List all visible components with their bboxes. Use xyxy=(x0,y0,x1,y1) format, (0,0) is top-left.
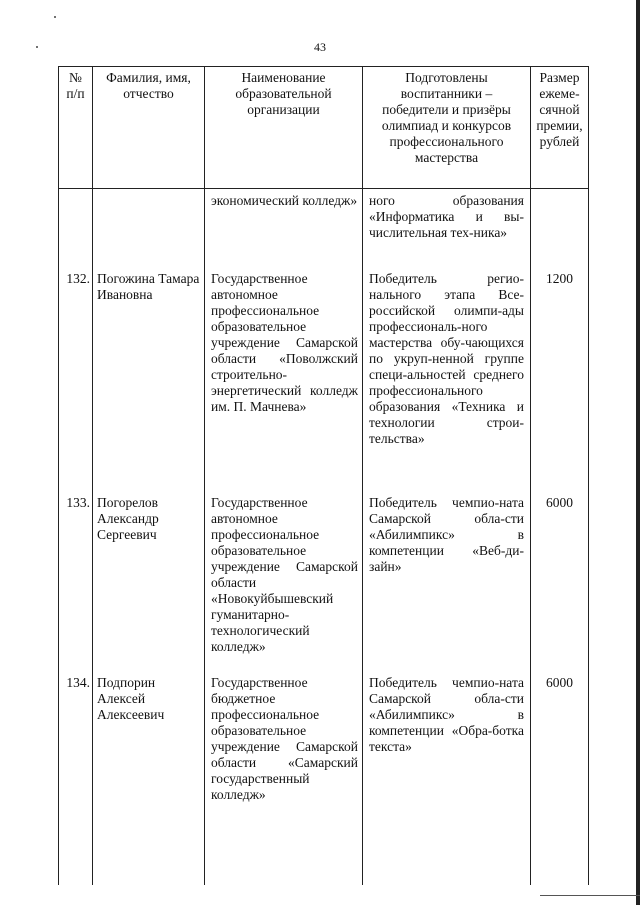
cell-name: Погожина Тамара Ивановна xyxy=(93,271,205,495)
cell-org: Государственное автономное профессиональное образовательное учреждение Самарской области «Поволжский строительно-энергетический колледж им. П. Мачнева» xyxy=(205,271,363,495)
cell-num: 132. xyxy=(59,271,93,495)
cell-org: Государственное автономное профессиональное образовательное учреждение Самарской области «Новокуйбышевский гуманитарно-технологический колледж» xyxy=(205,495,363,675)
cell-org: Государственное бюджетное профессиональное образовательное учреждение Самарской области «Самарский государственный колледж» xyxy=(205,675,363,885)
cell-achievement: Победитель чемпио-ната Самарской обла-сти «Абилимпикс» в компетенции «Обра-ботка текста» xyxy=(363,675,531,885)
cell-name: Погорелов Александр Сергеевич xyxy=(93,495,205,675)
table-row xyxy=(59,495,589,675)
header-achievement: Подготовлены воспитанники – победители и призёры олимпиад и конкурсов профессионального мастерства xyxy=(363,67,531,189)
awards-table xyxy=(58,66,588,885)
table-row-continuation xyxy=(59,189,589,272)
scan-edge xyxy=(636,0,640,905)
header-amount: Размер ежеме-сячной премии, рублей xyxy=(531,67,589,189)
cell-amount: 6000 xyxy=(531,495,589,675)
page-number: 43 xyxy=(314,40,326,54)
scan-edge-line xyxy=(540,895,640,896)
cell-achievement: Победитель регио-нального этапа Все-российской олимпи-ады профессиональ-ного мастерства обу-чающихся по укруп-ненной группе специ-альностей среднего профессионального образования «Техника и технологии строи-тельства» xyxy=(363,271,531,495)
cell-amount: 6000 xyxy=(531,675,589,885)
cell-num: 134. xyxy=(59,675,93,885)
scan-speck xyxy=(54,16,56,18)
cell-org: экономический колледж» xyxy=(205,189,363,272)
header-name: Фамилия, имя, отчество xyxy=(93,67,205,189)
cell-num: 133. xyxy=(59,495,93,675)
cell-name xyxy=(93,189,205,272)
cell-name: Подпорин Алексей Алексеевич xyxy=(93,675,205,885)
header-org: Наименование образовательной организации xyxy=(205,67,363,189)
cell-amount: 1200 xyxy=(531,271,589,495)
cell-achievement: Победитель чемпио-ната Самарской обла-сти «Абилимпикс» в компетенции «Веб-ди-зайн» xyxy=(363,495,531,675)
header-num: № п/п xyxy=(59,67,93,189)
table-header-row xyxy=(59,67,589,189)
table-row xyxy=(59,271,589,495)
cell-achievement: ного образования «Информатика и вы-числительная тех-ника» xyxy=(363,189,531,272)
cell-amount xyxy=(531,189,589,272)
cell-num xyxy=(59,189,93,272)
table-row xyxy=(59,675,589,885)
